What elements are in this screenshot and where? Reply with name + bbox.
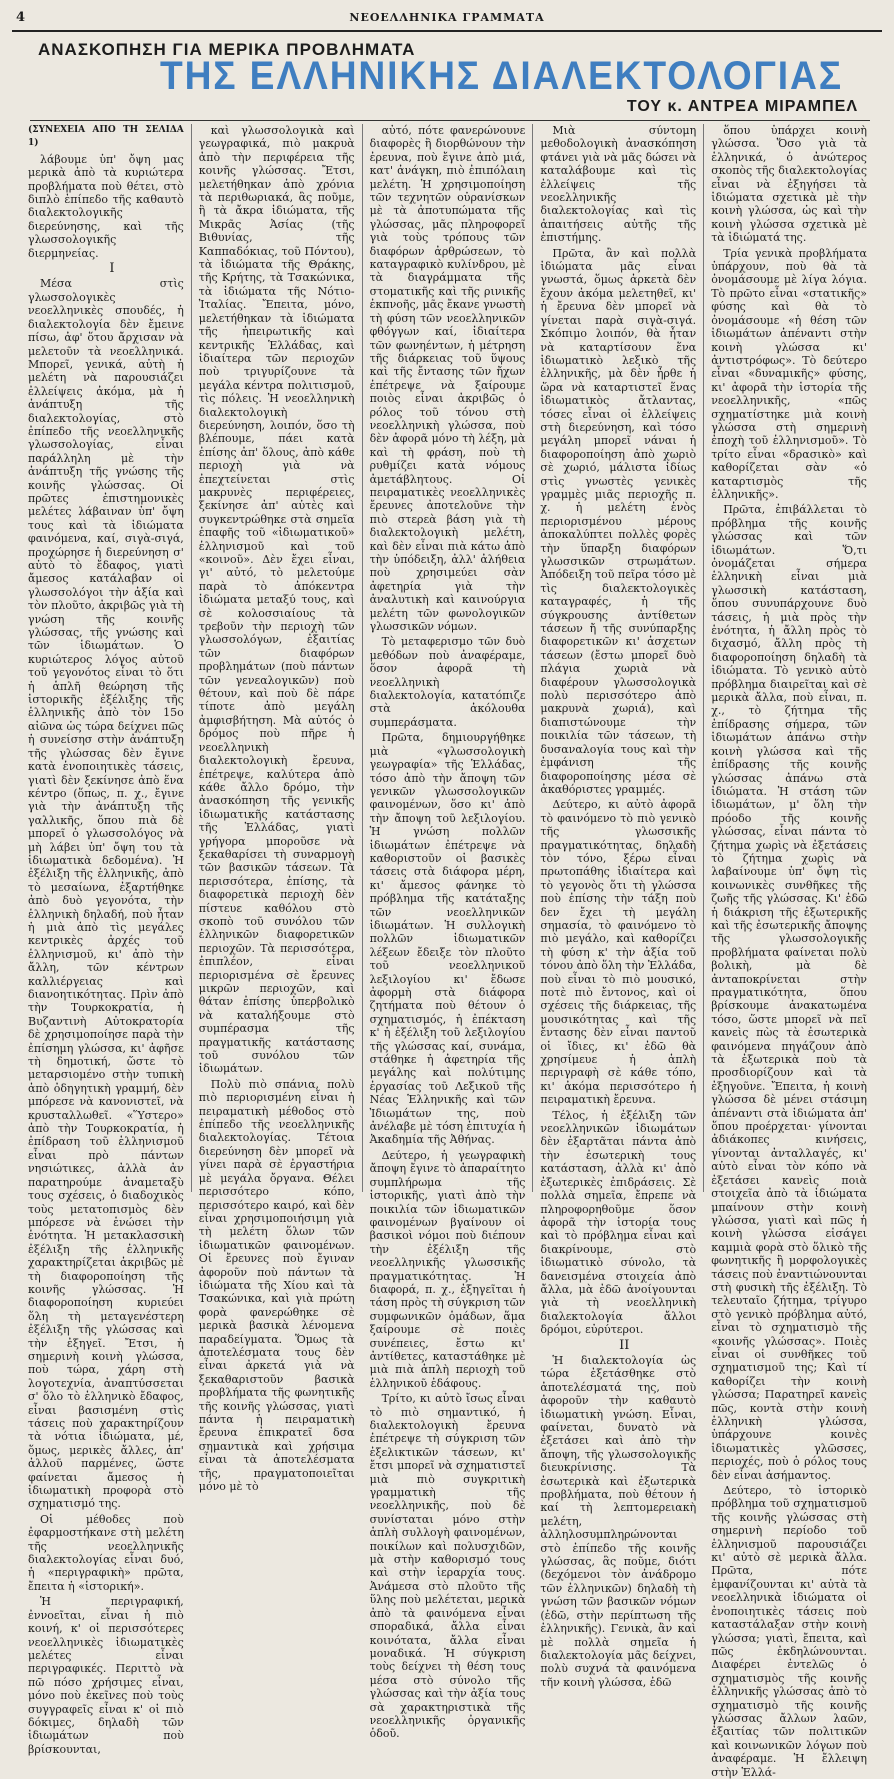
- paragraph: Πρῶτα, δημιουργήθηκε μιὰ «γλωσσολογικὴ γεωγραφία» τῆς Ἑλλάδας, τόσο ἀπὸ τὴν ἄποψη τῶν γενικῶν γλωσσολογικῶν φαινομένων, ὅσο κι' ἀπὸ τὴν ἄποψη τοῦ λεξιλογίου. Ἡ γνώση πολλῶν ἰδιωμάτων ἐπέτρεψε νὰ καθοριστοῦν οἱ βασικὲς τάσεις στὰ διάφορα μέρη, κι' ἄμεσος φάνηκε τὸ πρόβλημα τῆς κατάταξης τῶν νεοελληνικῶν ἰδιωμάτων. Ἡ συλλογικὴ πολλῶν ἰδιωματικῶν λέξεων ἔδειξε τὸν πλοῦτο τοῦ νεοελληνικοῦ λεξιλογίου κι' ἔδωσε ἀφορμὴ στὰ διάφορα ζητήματα ποὺ θέτουν ὁ σχηματισμός, ἡ ἐπέκταση κ' ἡ ἐξέλιξη τοῦ λεξιλογίου τῆς γλώσσας καί, συνάμα, στάθηκε ἡ ἀφετηρία τῆς μεγάλης καὶ πολύτιμης ἐργασίας τοῦ Λεξικοῦ τῆς Νέας Ἑλληνικῆς καὶ τῶν Ἰδιωμάτων της, ποὺ ἀνέλαβε μὲ τόση ἐπιτυχία ἡ Ἀκαδημία τῆς Ἀθήνας.: [369, 731, 526, 1147]
- article-subtitle: ΑΝΑΣΚΟΠΗΣΗ ΓΙΑ ΜΕΡΙΚΑ ΠΡΟΒΛΗΜΑΤΑ: [38, 40, 416, 59]
- paragraph: καὶ γλωσσολογικὰ καὶ γεωγραφικά, πιὸ μακρυὰ ἀπὸ τὴν περιφέρεια τῆς κοινῆς γλώσσας. Ἔτσι, μελετήθηκαν ἀπὸ χρόνια τὰ περιθωριακά, ἃς ποῦμε, ἢ τὰ ἄκρα ἰδιώματα, τῆς Μικρᾶς Ἀσίας (τῆς Βιθυνίας, τῆς Καππαδόκιας, τοῦ Πόντου), τὰ ἰδιώματα τῆς Θράκης, τῆς Κρήτης, τὰ Τσακώνικα, τὰ ἰδιώματα τῆς Νότιο-Ἰταλίας. Ἔπειτα, μόνο, μελετήθηκαν τὰ ἰδιώματα τῆς ἠπειρωτικῆς καὶ κεντρικῆς Ἑλλάδας, καὶ ἰδιαίτερα τῶν περιοχῶν ποὺ τριγυρίζουνε τὰ μεγάλα κέντρα πολιτισμοῦ, τὶς πόλεις. Ἡ νεοελληνικὴ διαλεκτολογικὴ διερεύνηση, λοιπόν, ὅσο τὴ βλέπουμε, πάει κατὰ ἐπίσης ἀπ' ὅλους, ἀπὸ κάθε περιοχὴ γιὰ νὰ ἐπεχτείνεται στὶς μακρυνὲς περιφέρειες, ξεκίνησε ἀπ' αὐτὲς καὶ συγκεντρώθηκε στὰ σημεῖα ἐπαφῆς τοῦ «ἰδιωματικοῦ» ἑλληνισμοῦ καὶ τοῦ «κοινοῦ». Δὲν ἔχει εἶναι, γι' αὐτό, τὸ μελετούμε παρὰ τὸ ἀπόκεντρα ἰδιώματα μεταξύ τους, καὶ σὲ κολοσσιαίους τὰ τρεβοῦν τὴν περιοχὴ τῶν γλωσσολόγων, ἐξαιτίας τῶν διαφόρων προβλημάτων (ποὺ πάντων τῶν γενεαλογικῶν) ποὺ θέτουν, καὶ ποὺ δὲ πάρε τίποτε ἀπὸ μεγάλη ἀμφισβήτηση. Μὰ αὐτός ὁ δρόμος ποὺ πῆρε ἡ νεοελληνικὴ διαλεκτολογικὴ ἔρευνα, ἐπέτρεψε, καλύτερα ἀπὸ κάθε ἄλλο δρόμο, τὴν ἀνασκόπηση τῆς γενικῆς ἰδιωματικῆς κατάστασης τῆς Ἑλλάδας, γιατὶ γρήγορα μποροῦσε νὰ ξεκαθαρίσει τὴ συναρμογὴ τῶν βασικῶν τάσεων. Τὰ περισσότερα, ἐπίσης, τὰ διαφορετικὰ περιοχὴ δὲν πίστευε καθόλου στὸ σκοπὸ τοῦ συνόλου τῶν ἑλληνικῶν διαφορετικῶν περιοχῶν. Τὰ περισσότερα, ἐπιπλέον, εἶναι περιορισμένα σὲ ἔρευνες μικρῶν περιοχῶν, καὶ θάταν ἐπίσης ὑπερβολικὸ νὰ καταλήξουμε στὸ συμπέρασμα τῆς πραγματικῆς κατάστασης τοῦ συνόλου τῶν ἰδιωμάτων.: [198, 124, 355, 1076]
- article-title: ΤΗΣ ΕΛΛΗΝΙΚΗΣ ΔΙΑΛΕΚΤΟΛΟΓΙΑΣ: [160, 54, 843, 98]
- paragraph: Πρῶτα, ἂν καὶ πολλὰ ἰδιώματα μᾶς εἶναι γνωστά, ὅμως ἀρκετὰ δὲν ἔχουν ἀκόμα μελετηθεῖ, κι' ἡ ἔρευνα δὲν μπορεῖ νὰ γίνεται παρὰ σιγὰ-σιγά. Σκόπιμο λοιπόν, θὰ ἦταν νὰ καταρτίσουν ἕνα ἰδιωματικὸ λεξικὸ τῆς ἑλληνικῆς, μὰ δὲν ἦρθε ἡ ὥρα νὰ καταρτιστεῖ ἕνας ἰδιωματικὸς ἄτλαντας, τόσες εἶναι οἱ ἐλλείψεις στὴ διερεύνηση, καὶ τόσο μεγάλη μπορεῖ νάναι ἡ διαφοροποίηση ἀπὸ χωριὸ σὲ χωριό, μάλιστα ἰδίως στὶς γνωστὲς γενικὲς γραμμὲς μιᾶς περιοχῆς π. χ. ἡ μελέτη ἑνὸς περιορισμένου μέρους ἀποκαλύπτει πολλὲς φορὲς τὴν ὕπαρξη διαφόρων γλωσσικῶν στρωμάτων. Ἀπόδειξη τοῦ πεῖρα τόσο μὲ τὶς διαλεκτολογικὲς καταγραφές, ἡ τῆς σύγκρουσης ἀντίθετων τάσεων ἤ τῆς συνύπαρξης διαφορετικῶν κι' ἀσχετων τάσεων (ἔστω μπορεῖ δυὸ πλάγια χωριὰ νὰ διαφέρουν γλωσσολογικὰ πολὺ περισσότερο ἀπὸ μακρυνὰ χωριά), καὶ διαπιστώνουμε τὴν ποικιλία τῶν τάσεων, τὴ δυσαναλογία τους καὶ τὴν ἐμφάνιση τῆς διαφοροποίησης μέσα σὲ ἀκαθόριστες γραμμές.: [540, 246, 697, 796]
- column-3: [362, 124, 533, 1741]
- column-5: [703, 124, 874, 1779]
- column-2: [191, 124, 362, 1494]
- paragraph: Δεύτερο, κι αὐτὸ ἀφορᾶ τὸ φαινόμενο τὸ πιὸ γενικὸ τῆς γλωσσικῆς πραγματικότητας, δηλαδὴ τὸν τόνο, ξέρω εἶναι πρωτοπάθης ἰδιαίτερα καὶ τὸ γεγονὸς ὅτι τὴ γλώσσα ποὺ ἐπίσης τὴν τάξη ποὺ δεν ἔχει τὴ μεγάλη σημασία, τὸ φαινόμενο τὸ πιὸ μεγάλο, καὶ καθορίζει τὴ φύση κ' τὴν ἀξία τοῦ τόνου ἀπὸ ὅλη τὴν Ἑλλάδα, ποὺ εἶναι τὸ πιὸ μουσικό, ποτὲ πιὸ ἔντονος, καὶ οἱ σχέσεις τῆς διάρκειας, τῆς μουσικότητας καὶ τῆς ἔντασης δὲν εἶναι παντοῦ οἱ ἴδιες, κι' ἐδῶ θὰ χρησίμευε ἡ ἁπλὴ περιγραφὴ σὲ κάθε τόπο, κι' ἀκόμα περισσότερο ἡ πειραματικὴ ἔρευνα.: [540, 798, 697, 1107]
- paragraph: Μιὰ σύντομη μεθοδολογικὴ ἀνασκόπηση φτάνει γιὰ νὰ μᾶς δώσει νὰ καταλάβουμε καὶ τὶς ἐλλείψεις τῆς νεοελληνικῆς διαλεκτολογίας καὶ τὶς ἀπαιτήσεις αὐτῆς τῆς ἐπιστήμης.: [540, 124, 697, 245]
- page-header: [12, 8, 882, 30]
- article-body: [26, 124, 874, 1779]
- page-number: 4: [16, 10, 26, 25]
- paragraph: λάβουμε ὑπ' ὄψη μας μερικὰ ἀπὸ τὰ κυριώτερα προβλήματα ποὺ θέτει, στὸ διπλὸ ἐπίπεδο τῆς καθαυτὸ διαλεκτολογικῆς διερεύνησης, καὶ τῆς γλωσσολογικῆς διερμηνείας.: [28, 152, 184, 260]
- article-author: ΤΟΥ κ. ΑΝΤΡΕΑ ΜΙΡΑΜΠΕΛ: [626, 98, 858, 115]
- paragraph: Δεύτερο, ἡ γεωγραφικὴ ἄποψη ἔγινε τὸ ἀπαραίτητο συμπλήρωμα τῆς ἱστορικῆς, γιατὶ ἀπὸ τὴν ποικιλία τῶν ἰδιωματικῶν φαινομένων βγαίνουν οἱ βασικοὶ νόμοι ποὺ διέπουν τὴν ἐξέλιξη τῆς νεοελληνικῆς γλωσσικῆς πραγματικότητας. Ἡ διαφορά, π. χ., ἐξηγεῖται ἡ τάση πρὸς τὴ σύγκριση τῶν συμφωνικῶν ὁμάδων, ἅμα ξαίρουμε σὲ ποιὲς συνέπειες, ἔστω κι' ἀντίθετες, καταστάθηκε μὲ μιὰ πιὰ ἁπλὴ περιοχὴ τοῦ ἑλληνικοῦ ἐδάφους.: [369, 1148, 526, 1390]
- paragraph: ὅπου ὑπάρχει κοινὴ γλώσσα. Ὅσο γιὰ τὰ ἑλληνικά, ὁ ἀνώτερος σκοπὸς τῆς διαλεκτολογίας εἶναι νὰ ἐξηγήσει τὰ ἰδιώματα σχετικὰ μὲ τὴν κοινὴ γλώσσα, ὡς καὶ τὴν κοινὴ γλώσσα σχετικὰ μὲ τὰ ἰδιώματά της.: [711, 124, 867, 245]
- paragraph: Ἡ διαλεκτολογία ὡς τώρα ἐξετάσθηκε στὸ ἀποτελέσματά της, ποὺ ἀφοροῦν τὴν καθαυτὸ ἰδιωματικὴ γνώση. Εἶναι, φαίνεται, δυνατὸ νὰ ἐξετάσει καὶ ἀπὸ τὴν ἄποψη, τῆς γλωσσολογικῆς διευκρίνισης. Τὰ ἐσωτερικὰ καὶ ἐξωτερικὰ προβλήματα, ποὺ θέτουν ἡ καί τὴ λεπτομερειακὴ μελέτη, ἀλληλοσυμπληρώνονται στὸ ἐπίπεδο τῆς κοινῆς γλώσσας, ἃς ποῦμε, διότι (δεχόμενοι τὸν ἀνάδρομο τῶν ἑλληνικῶν) δηλαδὴ τὴ γνώση τῶν βασικῶν νόμων (ἐδῶ, στὴν περίπτωση τῆς ἑλληνικῆς). Γενικὰ, ἂν καὶ μὲ πολλὰ σημεῖα ἡ διαλεκτολογία μᾶς δείχνει, πολὺ συχνά τὰ φαινόμενα τῆν κοινὴ γλώσσα, ἐδῶ: [540, 1353, 697, 1689]
- paragraph: Τὸ μεταφερισμο τῶν δυὸ μεθόδων ποὺ ἀναφέραμε, ὅσον ἀφορᾶ τὴ νεοελληνικὴ διαλεκτολογία, κατατόπιζε στὰ ἀκόλουθα συμπεράσματα.: [369, 635, 526, 729]
- paragraph: Πρῶτα, ἐπιβάλλεται τὸ πρόβλημα τῆς κοινῆς γλώσσας καὶ τῶν ἰδιωμάτων. Ὅ,τι ὀνομάζεται σήμερα ἑλληνικὴ εἶναι μιὰ γλωσσικὴ κατάσταση, ὅπου συνυπάρχουνε δυὸ τάσεις, ἡ μιὰ πρὸς τὴν ἑνότητα, ἡ ἄλλη πρὸς τὸ διχασμό, ἄλλη πρὸς τὴ διαφοροποίηση δηλαδὴ τὰ ἰδιώματα. Τὸ γενικὸ αὐτὸ πρόβλημα διαιρεῖται καὶ σὲ μερικὰ ἄλλα, ποὺ εἶναι, π. χ., τὸ ζήτημα τῆς ἐπίδρασης σήμερα, τῶν ἰδιωμάτων ἀπάνω στὴν κοινὴ γλώσσα καὶ τῆς ἐπίδρασης τῆς κοινῆς γλώσσας ἀπάνω στὰ ἰδιώματα. Ἡ στάση τῶν ἰδιωμάτων, μ' ὅλη τὴν πρόοδο τῆς κοινῆς γλώσσας, εἶναι πάντα τὸ ζήτημα χωρὶς νὰ ἐξετάσεις τὸ ζήτημα χωρὶς νὰ λαβαίνουμε ὑπ' ὄψη τὶς κοινωνικὲς συνθῆκες τῆς ζωῆς τῆς γλώσσας. Κι' ἐδῶ ἡ διάκριση τῆς ἐξωτερικῆς καὶ τῆς ἐσωτερικῆς ἄποψης τῆς γλωσσολογικῆς προβλήματα φαίνεται πολὺ βολικὴ, μὰ δὲ ἀνταποκρίνεται στὴν πραγματικότητα, ὅπου βρίσκουμε ἀνακατωμένα τόσο, ὥστε μπορεῖ νὰ πεῖ κανεὶς πὼς τὰ ἐσωτερικὰ φαινόμενα πηγάζουν ἀπὸ τὰ ἐξωτερικὰ ποὺ τὰ προσδιορίζουν καὶ τὰ ἐξηγοῦνε. Ἔπειτα, ἡ κοινὴ γλώσσα δὲ μένει στάσιμη ἀπέναντι στὰ ἰδιώματα ἀπ' ὅπου προέρχεται· γίνονται ἀδιάκοπες κινήσεις, γίνονται ἀνταλλαγές, κι' αὐτὸ εἶναι τὸν κόπο νὰ ἐξετάσει κανεὶς ποιὰ στοιχεῖα ἀπὸ τὰ ἰδιώματα μπαίνουν στὴν κοινὴ γλώσσα, γιατὶ καὶ πῶς ἡ κοινὴ γλώσσα εἰσάγει καμμιὰ φορὰ στὸ ὅλικὸ τῆς φωνητικῆς ἢ μορφολογικὲς τάσεις ποὺ ἐναντιώνουνται στὴ φυσικὴ τῆς ἐξέλιξη. Τὸ τελευταῖο ζήτημα, τρίγυρο στὸ γενικὸ πρόβλημα αὐτό, εἶναι τὸ σχηματισμὸ τῆς «κοινῆς γλώσσας». Ποιὲς εἶναι οἱ συνθῆκες τοῦ σχηματισμοῦ της; Καὶ τί καθορίζει τὴν κοινὴ γλώσσα; Παρατηρεῖ κανεὶς πῶς, κοντὰ στὴν κοινὴ ἑλληνικὴ γλώσσα, ὑπάρχουνε κοινὲς ἰδιωματικὲς γλῶσσες, περιοχές, ποὺ ὁ ρόλος τους δὲν εἶναι ἀσήμαντος.: [711, 503, 867, 1482]
- column-4: [532, 124, 703, 1689]
- column-1: [26, 124, 191, 1756]
- section-heading: ΙΙ: [619, 1337, 630, 1353]
- journal-title: ΝΕΟΕΛΛΗΝΙΚΑ ΓΡΑΜΜΑΤΑ: [349, 11, 545, 24]
- paragraph: Ἡ περιγραφική, ἐννοεῖται, εἶναι ἡ πιὸ κοινή, κ' οἱ περισσότερες νεοελληνικὲς ἰδιωματικὲς μελέτες εἶναι περιγραφικές. Περιττὸ νὰ πῶ πόσο χρήσιμες εἶναι, μόνο ποὺ ἐκεῖνες ποὺ τοὺς συγγραφεῖς εἶναι κ' οἱ πιὸ δόκιμες, δηλαδὴ τῶν ἰδιωμάτων ποὺ βρίσκουνται,: [28, 1595, 184, 1756]
- header-rule: [12, 30, 882, 32]
- paragraph: Τρία γενικὰ προβλήματα ὑπάρχουν, ποὺ θὰ τὰ ὀνομάσουμε μὲ λίγα λόγια. Τὸ πρῶτο εἶναι «στατικῆς» φύσης καὶ θὰ τὸ ὀνομάσουμε «ἡ θέση τῶν ἰδιωμάτων ἀπέναντι στὴν κοινὴ γλώσσα κι' ἀντιστρόφως». Τὸ δεύτερο εἶναι «δυναμικῆς» φύσης, κι' ἀφορᾶ τὴν ἱστορία τῆς νεοελληνικῆς, «πῶς σχηματίστηκε μιὰ κοινὴ γλώσσα στὴ σημερινὴ ἐποχὴ τοῦ ἑλληνισμοῦ». Τὸ τρίτο εἶναι «δρασικὸ» καὶ καθορίζεται σὰν «ὁ καταρτισμὸς τῆς ἑλληνικῆς».: [711, 246, 867, 501]
- paragraph: αὐτό, πότε φανερώνουνε διαφορὲς ἢ διορθώνουν τὴν ἐρευνα, ποὺ ἔγινε ἀπὸ μιά, κατ' ἀνάγκη, πιὸ ἐπιπόλαιη μελέτη. Ἡ χρησιμοποίηση τῶν τεχνητῶν οὐρανίσκων μὲ τὰ ἀποτυπώματα τῆς γλώσσας, μᾶς πληροφορεῖ γιὰ τοὺς τρόπους τῶν διαφόρων ἀρθρώσεων, τὸ καταγραφικὸ κυλίνδρου, μὲ τὰ διαγράμματα τῆς στοματικῆς καὶ τῆς ρινικῆς ἐκπνοῆς, μᾶς ἔκανε γνωστὴ τὴ φύση τῶν νεοελληνικῶν φθόγγων καί, ἰδιαίτερα τῶν φωνηέντων, ἡ μέτρηση τῆς διάρκειας τοῦ ὕψους καὶ τῆς ἔντασης τῶν ἤχων ἐπέτρεψε νὰ ξαίρουμε ποιὸς εἶναι ἀκριβῶς ὁ ρόλος τοῦ τόνου στὴ νεοελληνικὴ γλώσσα, ποὺ δὲν ἀφορᾶ μόνο τὴ λέξη, μὰ καὶ τὴ φράση, ποὺ τὴ ρυθμίζει κατὰ νόμους ἀμετάβλητους. Οἱ πειραματικὲς νεοελληνικὲς ἔρευνες ἀποτελοῦνε τὴν πιὸ στερεὰ βάση γιὰ τὴ διαλεκτολογικὴ μελέτη, καὶ δὲν εἶναι πιὰ κάτω ἀπὸ τὴν ὑπόδειξη, ἀλλ' ἀλήθεια ποὺ χρησιμεύει σὰν ἀφετηρία γιὰ τὴν ἀναλυτικὴ καὶ καινούργια μελέτη τῶν φωνολογικῶν γλωσσικῶν νόμων.: [369, 124, 526, 634]
- continuation-note: (ΣΥΝΕΧΕΙΑ ΑΠΟ ΤΗ ΣΕΛΙΔΑ 1): [28, 125, 184, 149]
- paragraph: Οἱ μέθοδες ποὺ ἐφαρμοστήκανε στὴ μελέτη τῆς νεοελληνικῆς διαλεκτολογίας εἶναι δυό, ἡ «περιγραφικὴ» πρῶτα, ἔπειτα ἡ «ἱστορική».: [28, 1512, 184, 1593]
- paragraph: Τρίτο, κι αὐτὸ ἴσως εἶναι τὸ πιὸ σημαντικό, ἡ διαλεκτολογικὴ ἔρευνα ἐπέτρεψε τὴ σύγκριση τῶν ἐξελικτικῶν τάσεων, κι' ἔτσι μπορεῖ νὰ σχηματιστεῖ μιὰ πιὸ συγκριτικὴ γραμματικὴ τῆς νεοελληνικῆς, ποὺ δὲ συνίσταται μόνο στὴν ἁπλὴ συλλογὴ φαινομένων, ποικίλων καὶ πολυσχιδῶν, μὰ στὴν καθορισμό τους καὶ στὴν ἱεραρχία τους. Ἀνάμεσα στὸ πλοῦτο τῆς ὕλης ποὺ μελέτεται, μερικὰ ἀπὸ τὰ φαινόμενα εἶναι σποραδικά, ἄλλα εἶναι κοινότατα, ἄλλα εἶναι μοναδικά. Ἡ σύγκριση τοὺς δείχνει τὴ θέση τους μέσα στὸ σύνολο τῆς γλώσσας καὶ τὴν ἀξία τους σὰ χαρακτηριστικὰ τῆς νεοελληνικῆς ὀργανικῆς ὁδοῦ.: [369, 1392, 526, 1741]
- paragraph: Πολὺ πιὸ σπάνια, πολὺ πιὸ περιορισμένη εἶναι ἡ πειραματικὴ μέθοδος στὸ ἐπίπεδο τῆς νεοελληνικῆς διαλεκτολογίας. Τέτοια διερεύνηση δὲν μπορεῖ νὰ γίνει παρὰ σὲ ἐργαστήρια μὲ μεγάλα ὄργανα. Θέλει περισσότερο κόπο, περισσότερο καιρό, καὶ δὲν εἶναι χρησιμοποιήσιμη γιὰ τὴ μελέτη ὅλων τῶν ἰδιωματικῶν φαινομένων. Οἱ ἔρευνες ποὺ ἔγιναν ἀφοροῦν ποὺ πάντων τὰ ἰδιώματα τῆς Χίου καὶ τὰ Τσακώνικα, καὶ γιὰ πρώτη φορὰ φανερώθηκε σὲ μερικὰ βασικὰ λένομενα παραδείγματα. Ὅμως τὰ ἀποτελέσματα τους δὲν εἶναι ἀρκετά γιὰ νὰ ξεκαθαριστοῦν βασικὰ προβλήματα τῆς φωνητικῆς τῆς κοινῆς γλώσσας, γιατὶ πάντα ἡ πειραματικὴ ἔρευνα ἐπικρατεῖ δσα σημαντικὰ καὶ χρήσιμα εἶναι τὰ ἀποτελέσματα τῆς, πραγματοποιεῖται μόνο μὲ τὸ: [198, 1077, 355, 1494]
- paragraph: Μέσα στὶς γλωσσολογικὲς νεοελληνικὲς σπουδές, ἡ διαλεκτολογία δὲν ἔμεινε πίσω, ἀφ' ὅτου ἄρχισαν νὰ μελετοῦν τὰ νεοελληνικά. Μπορεῖ, γενικά, αὐτὴ ἡ μελέτη νὰ παρουσιάζει ἐλλείψεις ἀκόμα, μὰ ἡ ἀνάπτυξη τῆς διαλεκτολογίας, στὸ ἐπίπεδο τῆς νεοελληνικῆς γλωσσολογίας, εἶναι παράλληλη μὲ τὴν ἀνάπτυξη τῆς γνώσης τῆς κοινῆς γλώσσας. Οἱ πρῶτες ἐπιστημονικὲς μελέτες λάβαιναν ὑπ' ὄψη τους καὶ τὰ ἰδιώματα φαινόμενα, καί, σιγὰ-σιγά, προχώρησε ἡ διερεύνηση σ' αὐτὸ τὸ ἔδαφος, γιατὶ ἄμεσος κατάλαβαν οἱ γλωσσολόγοι τὴν ἀξία καὶ τὸν πλοῦτο, ἀκριβῶς γιὰ τὴ γνώση τῆς κοινῆς γλώσσας, τῆς γνώσης καὶ τῶν ἰδιωμάτων. Ὁ κυριώτερος λόγος αὐτοῦ τοῦ γεγονότος εἶναι τὸ ὅτι ἡ ἁπλῆ θεώρηση τῆς ἱστορικῆς ἐξέλιξης τῆς ἑλληνικῆς ἀπὸ τὸν 15ο αἰῶνα ὡς τώρα δείχνει πῶς ἡ συνείσησ στὴν ἀνάπτυξη τῆς γλώσσας δὲν ἔγινε κατὰ ἑνοποιητικὲς τάσεις, γιατὶ δὲν ξεκίνησε ἀπὸ ἕνα κέντρο (ὅπως, π. χ., ἔγινε γιὰ τὴν ἀνάπτυξη τῆς γαλλικῆς, ὅπου πιὰ δὲ μπορεῖ ὁ γλωσσολόγος νὰ μὴ λάβει ὑπ' ὄψη του τὰ ἰδιωματικὰ δεδομένα). Ἡ ἐξέλιξη τῆς ἑλληνικῆς, ἀπὸ τὸ μεσαίωνα, ἐξαρτήθηκε ἀπὸ δυὸ γεγονότα, τὴν ἑλληνικὴ δηλαδή, ποὺ ἦταν ἡ μιὰ ἀπὸ τὶς μεγάλες κεντρικὲς ἀρχές τοῦ ἑλληνισμοῦ, κι' ἀπὸ τὴν ἄλλη, τῶν κέντρων καλλιέργειας καὶ διανοητικότητας. Πρὶν ἀπὸ τὴν Τουρκοκρατία, ἡ Βυζαντινὴ Αὐτοκρατορία δὲ χρησιμοποίησε παρὰ τὴν ἐπίσημη γλώσσα, κι' ἀφῆσε τὴ δημοτική, ὥστε τὸ μεταρσιομένο στὴν τυπικὴ ἀπὸ ὀδηγητικὴ γραμμή, δὲν μπόρεσε νὰ κανονιστεῖ, νὰ κρυσταλλωθεῖ. «Ὕστερο» ἀπὸ τὴν Τουρκοκρατία, ἡ ἐπίδραση τοῦ ἑλληνισμοῦ εἶναι πρὸ πάντων νησιώτικες, ἀλλὰ ἀν παρατηρούμε ἀναμεταξὺ τους σχέσεις, ὁ διαδοχικὸς τοὺς μετατοπισμὸς δὲν μπόρεσε νὰ ἑνώσει τὴν ἑνότητα. Ἡ μετακλασσικὴ ἐξέλιξη τῆς ἑλληνικῆς χαρακτηρίζεται ἀκριβῶς μὲ τὴ διαφοροποίηση τῆς κοινῆς γλώσσας. Ἡ διαφοροποίηση κυριεύει ὅλη τὴ μεταγενέστερη ἐξέλιξη τῆς γλώσσας καὶ τὴν ἐξηγεῖ. Ἔτσι, ἡ σημερινὴ κοινὴ γλώσσα, ποὺ τώρα, χάρη στὴ λογοτεχνία, ἀναπτύσσεται σ' ὅλο τὸ ἑλληνικὸ ἔδαφος, εἶναι βασισμένη στὶς τάσεις ποὺ χαρακτηρίζουν τὰ νότια ἰδιώματα, μέ, ὅμως, μερικὲς ἄλλες, ἀπ' ἀλλοῦ παρμένες, ὥστε φαίνεται ἄμεσος ἡ ἰδιωματικὴ προφορὰ στὸ σχηματισμό της.: [28, 277, 184, 1511]
- paragraph: Δεύτερο, τὸ ἱστορικὸ πρόβλημα τοῦ σχηματισμοῦ τῆς κοινῆς γλώσσας στὴ σημερινὴ περίοδο τοῦ ἑλληνισμοῦ παρουσιάζει κι' αὐτὸ σὲ μερικὰ ἄλλα. Πρῶτα, πότε ἐμφανίζουνται κι' αὐτὰ τὰ νεοελληνικὰ ἰδιώματα οἱ ἐνοποιητικὲς τάσεις ποὺ καταστάλαξαν στὴν κοινὴ γλώσσα; γιατὶ, ἔπειτα, καὶ πῶς ἐκδηλώνουνται. Διαφέρει ἐντελῶς ὁ σχηματισμὸς τῆς κοινῆς ἑλληνικῆς γλώσσας ἀπὸ τὸ σχηματισμὸ τῆς κοινῆς γλώσσας ἄλλων λαῶν, ἐξαιτίας τῶν πολιτικῶν καὶ κοινωνικῶν λόγων ποὺ ἀναφέραμε. Ἡ ἔλλειψη στὴν Ἑλλά-: [711, 1484, 867, 1779]
- paragraph: Τέλος, ἡ ἐξέλιξη τῶν νεοελληνικῶν ἰδιωμάτων δὲν ἐξαρτᾶται πάντα ἀπὸ τὴν ἐσωτερικὴ τους κατάσταση, ἀλλὰ κι' ἀπὸ ἐξωτερικὲς ἐπιδράσεις. Σὲ πολλὰ σημεῖα, ἔπρεπε νὰ πληροφορηθοῦμε ὅσον ἀφορᾶ τὴν ἱστορία τους καὶ τὸ πρόβλημα εἶναι καὶ διακρίνουμε, στὸ ἰδιωματικὸ σύνολο, τὰ δανεισμένα στοιχεία ἀπὸ ἄλλα, μὰ ἐδῶ ἀνοίγουνται γιὰ τὴ νεοελληνικὴ διαλεκτολογία ἄλλοι δρόμοι, εὐρύτεροι.: [540, 1108, 697, 1337]
- section-heading: Ι: [109, 261, 115, 277]
- title-rule: [30, 120, 870, 121]
